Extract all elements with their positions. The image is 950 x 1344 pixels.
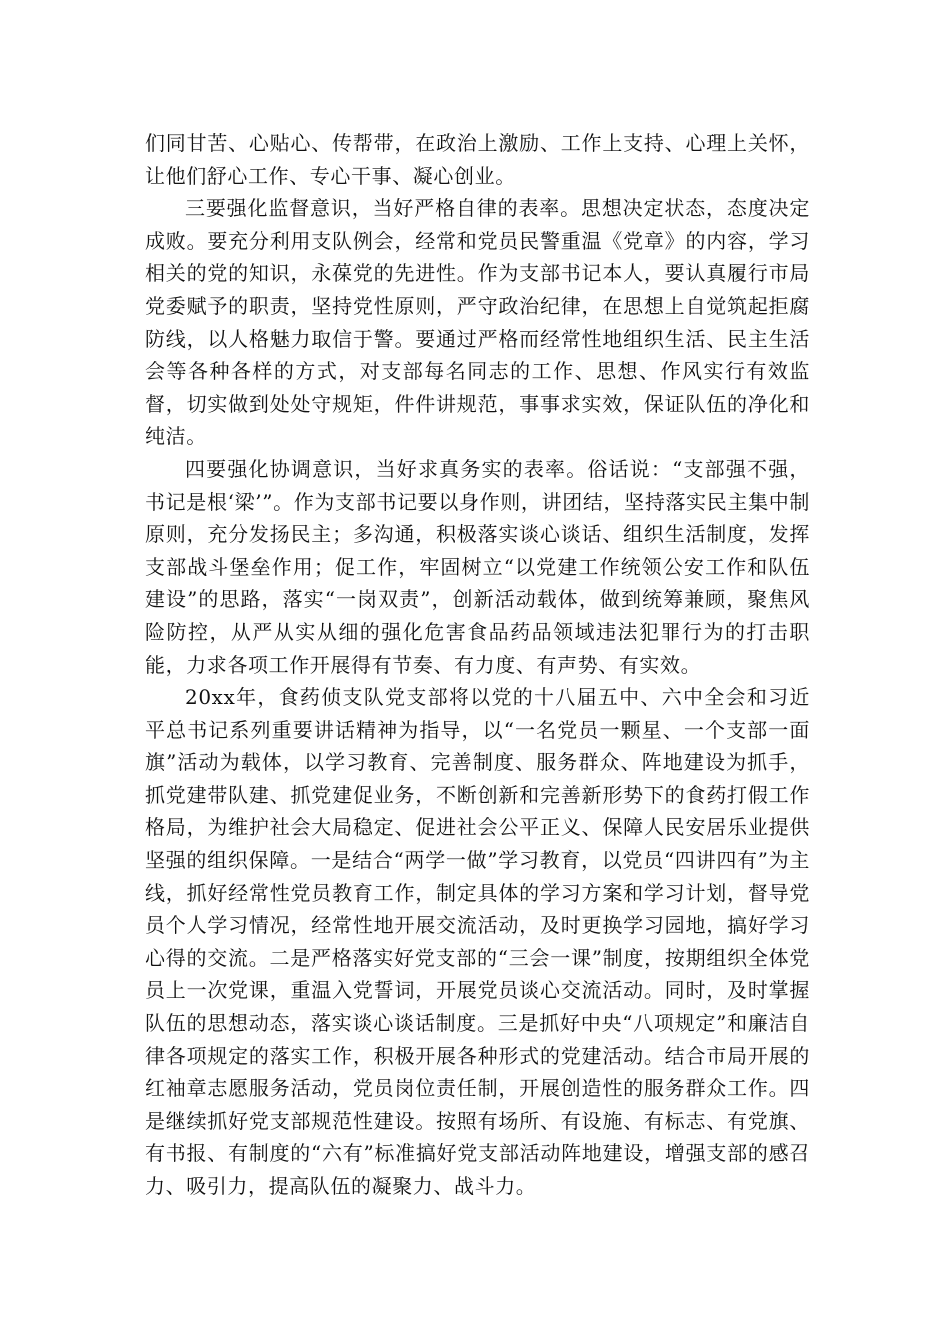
paragraph-continuation: 们同甘苦、心贴心、传帮带，在政治上激励、工作上支持、心理上关怀，让他们舒心工作、专心干事、凝心创业。 [145,131,810,188]
paragraph-supervision: 三要强化监督意识，当好严格自律的表率。思想决定状态，态度决定成败。要充分利用支队例会，经常和党员民警重温《党章》的内容，学习相关的党的知识，永葆党的先进性。作为支部书记本人，要认真履行市局党委赋予的职责，坚持党性原则，严守政治纪律，在思想上自觉筑起拒腐防线，以人格魅力取信于警。要通过严格而经常性地组织生活、民主生活会等各种各样的方式，对支部每名同志的工作、思想、作风实行有效监督，切实做到处处守规矩，件件讲规范，事事求实效，保证队伍的净化和纯洁。 [145,196,810,449]
paragraph-coordination: 四要强化协调意识，当好求真务实的表率。俗话说：“支部强不强，书记是根‘梁’”。作为支部书记要以身作则，讲团结，坚持落实民主集中制原则，充分发扬民主；多沟通，积极落实谈心谈话、组织生活制度，发挥支部战斗堡垒作用；促工作，牢固树立“以党建工作统领公安工作和队伍建设”的思路，落实“一岗双责”，创新活动载体，做到统筹兼顾，聚焦风险防控，从严从实从细的强化危害食品药品领域违法犯罪行为的打击职能，力求各项工作开展得有节奏、有力度、有声势、有实效。 [145,456,810,677]
paragraph-annual-plan: 20xx年，食药侦支队党支部将以党的十八届五中、六中全会和习近平总书记系列重要讲话精神为指导，以“一名党员一颗星、一个支部一面旗”活动为载体，以学习教育、完善制度、服务群众、阵地建设为抓手，抓党建带队建、抓党建促业务，不断创新和完善新形势下的食药打假工作格局，为维护社会大局稳定、促进社会公平正义、保障人民安居乐业提供坚强的组织保障。一是结合“两学一做”学习教育，以党员“四讲四有”为主线，抓好经常性党员教育工作，制定具体的学习方案和学习计划，督导党员个人学习情况，经常性地开展交流活动，及时更换学习园地，搞好学习心得的交流。二是严格落实好党支部的“三会一课”制度，按期组织全体党员上一次党课，重温入党誓词，开展党员谈心交流活动。同时，及时掌握队伍的思想动态，落实谈心谈话制度。三是抓好中央“八项规定”和廉洁自律各项规定的落实工作，积极开展各种形式的党建活动。结合市局开展的红袖章志愿服务活动，党员岗位责任制，开展创造性的服务群众工作。四是继续抓好党支部规范性建设。按照有场所、有设施、有标志、有党旗、有书报、有制度的“六有”标准搞好党支部活动阵地建设，增强支部的感召力、吸引力，提高队伍的凝聚力、战斗力。 [145,685,810,1198]
document-body [145,127,810,1203]
